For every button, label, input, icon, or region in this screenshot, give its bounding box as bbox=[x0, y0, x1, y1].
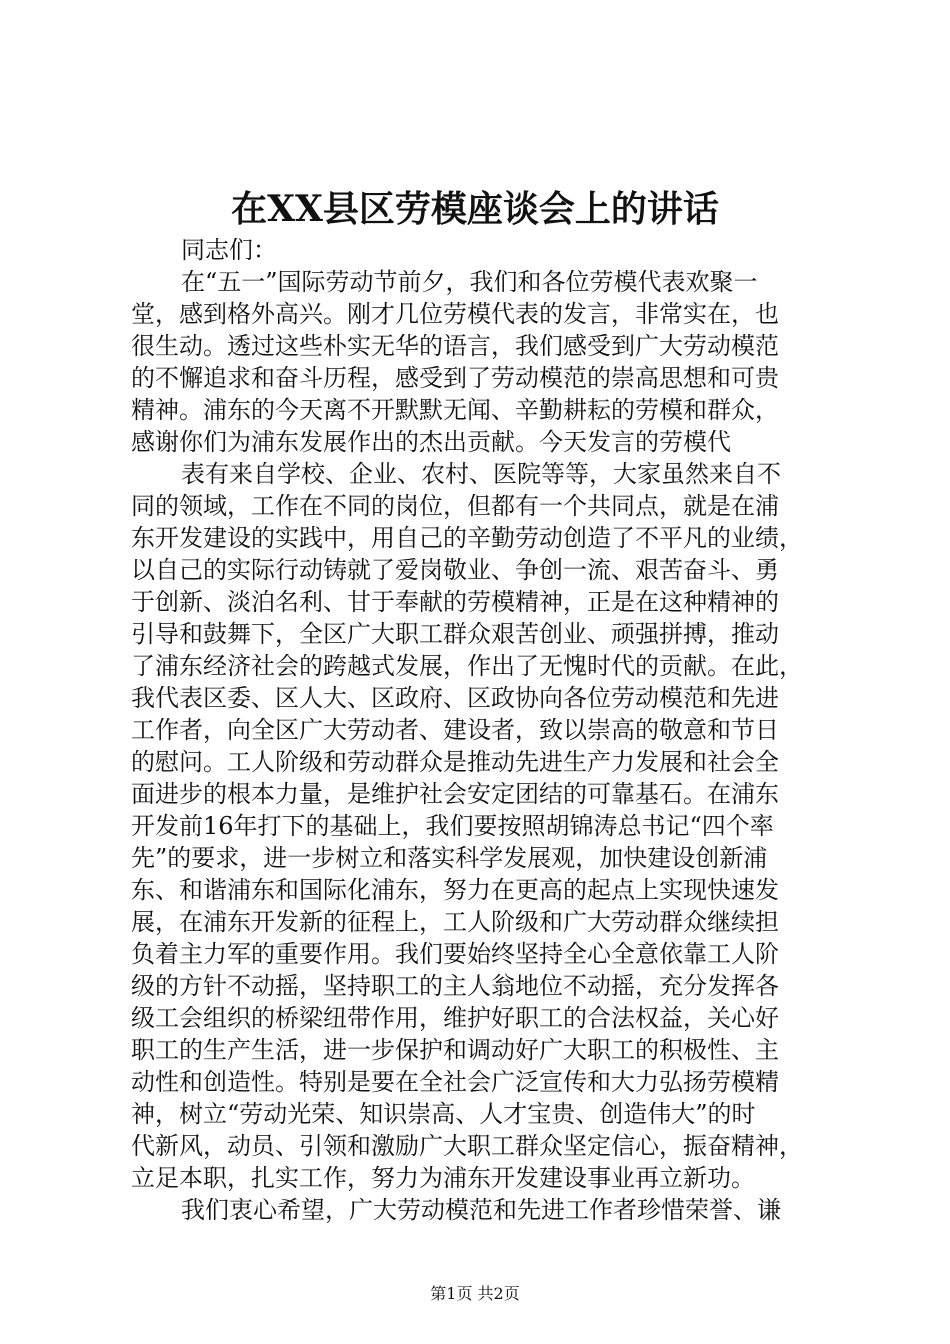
salutation-line: 同志们： bbox=[181, 236, 277, 264]
paragraph-line: 我代表区委、区人大、区政府、区政协向各位劳动模范和先进 bbox=[131, 684, 779, 712]
paragraph-line: 展，在浦东开发新的征程上，工人阶级和广大劳动群众继续担 bbox=[131, 908, 779, 936]
paragraph-line: 的不懈追求和奋斗历程，感受到了劳动模范的崇高思想和可贵 bbox=[131, 364, 779, 392]
paragraph-line: 的慰问。工人阶级和劳动群众是推动先进生产力发展和社会全 bbox=[131, 748, 779, 776]
paragraph-line: 级的方针不动摇，坚持职工的主人翁地位不动摇，充分发挥各 bbox=[131, 972, 779, 1000]
paragraph-line: 工作者，向全区广大劳动者、建设者，致以崇高的敬意和节日 bbox=[131, 716, 779, 744]
paragraph-line: 开发前16年打下的基础上，我们要按照胡锦涛总书记“四个率 bbox=[131, 812, 774, 840]
paragraph-line: 引导和鼓舞下，全区广大职工群众艰苦创业、顽强拼搏，推动 bbox=[131, 620, 779, 648]
paragraph-line: 东开发建设的实践中，用自己的辛勤劳动创造了不平凡的业绩， bbox=[131, 524, 803, 552]
paragraph-line: 东、和谐浦东和国际化浦东，努力在更高的起点上实现快速发 bbox=[131, 876, 779, 904]
page-footer: 第1页 共2页 bbox=[430, 1284, 520, 1303]
paragraph-line: 表有来自学校、企业、农村、医院等等，大家虽然来自不 bbox=[181, 460, 781, 488]
paragraph-line: 很生动。透过这些朴实无华的语言，我们感受到广大劳动模范 bbox=[131, 332, 779, 360]
paragraph-line: 感谢你们为浦东发展作出的杰出贡献。今天发言的劳模代 bbox=[131, 428, 731, 456]
paragraph-line: 于创新、淡泊名利、甘于奉献的劳模精神，正是在这种精神的 bbox=[131, 588, 779, 616]
paragraph-line: 负着主力军的重要作用。我们要始终坚持全心全意依靠工人阶 bbox=[131, 940, 779, 968]
paragraph-line: 立足本职，扎实工作，努力为浦东开发建设事业再立新功。 bbox=[131, 1164, 755, 1192]
paragraph-line: 神，树立“劳动光荣、知识崇高、人才宝贵、创造伟大”的时 bbox=[131, 1100, 756, 1128]
paragraph-line: 面进步的根本力量，是维护社会安定团结的可靠基石。在浦东 bbox=[131, 780, 779, 808]
paragraph-line: 级工会组织的桥梁纽带作用，维护好职工的合法权益，关心好 bbox=[131, 1004, 779, 1032]
paragraph-line: 代新风，动员、引领和激励广大职工群众坚定信心，振奋精神， bbox=[131, 1132, 803, 1160]
paragraph-line: 动性和创造性。特别是要在全社会广泛宣传和大力弘扬劳模精 bbox=[131, 1068, 779, 1096]
paragraph-line: 同的领域，工作在不同的岗位，但都有一个共同点，就是在浦 bbox=[131, 492, 779, 520]
document-body bbox=[131, 234, 831, 1226]
paragraph-line: 我们衷心希望，广大劳动模范和先进工作者珍惜荣誉、谦 bbox=[181, 1196, 781, 1224]
paragraph-line: 以自己的实际行动铸就了爱岗敬业、争创一流、艰苦奋斗、勇 bbox=[131, 556, 779, 584]
paragraph-line: 堂，感到格外高兴。刚才几位劳模代表的发言，非常实在，也 bbox=[131, 300, 779, 328]
paragraph-line: 先”的要求，进一步树立和落实科学发展观，加快建设创新浦 bbox=[131, 844, 768, 872]
paragraph-line: 了浦东经济社会的跨越式发展，作出了无愧时代的贡献。在此， bbox=[131, 652, 803, 680]
document-title: 在XX县区劳模座谈会上的讲话 bbox=[231, 188, 719, 230]
paragraph-line: 职工的生产生活，进一步保护和调动好广大职工的积极性、主 bbox=[131, 1036, 779, 1064]
paragraph-line: 在“五一”国际劳动节前夕，我们和各位劳模代表欢聚一 bbox=[181, 268, 758, 296]
paragraph-line: 精神。浦东的今天离不开默默无闻、辛勤耕耘的劳模和群众， bbox=[131, 396, 779, 424]
